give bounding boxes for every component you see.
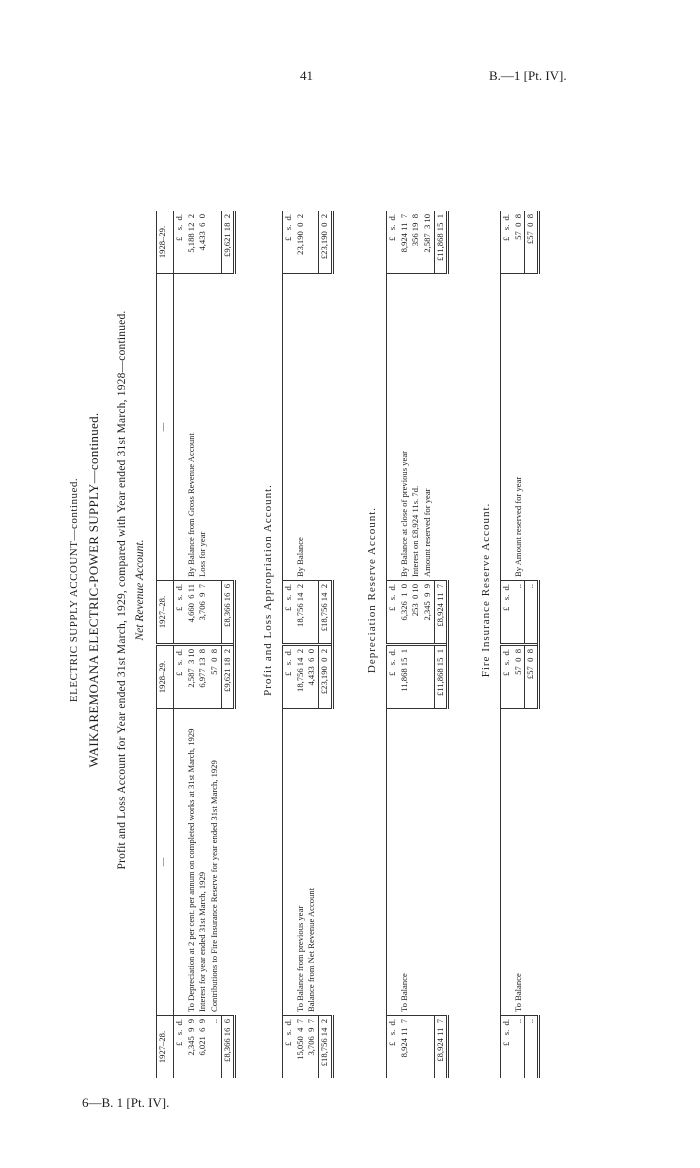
units-label: £ s. d. [387, 211, 399, 274]
line-description: By Balance [295, 274, 307, 581]
units-label: £ s. d. [174, 1019, 184, 1046]
footer-reference: 6—B. 1 [Pt. IV]. [82, 1095, 170, 1110]
line-description: By Amount reserved for year [513, 274, 525, 581]
amount-cell: 4,660 6 11 [186, 581, 198, 645]
line-description: Amount reserved for year [422, 274, 434, 581]
amount-cell: 8,924 11 7 [398, 1019, 409, 1058]
col-header-1929: 1928–29. [157, 645, 174, 709]
profit-loss-table [282, 211, 334, 1078]
heading-profit-loss-title: Profit and Loss Account for Year ended 31st March, 1929, compared with Year ended 31st March, 1928—continued. [116, 310, 128, 870]
amount-cell: 15,050 4 7 [294, 1019, 305, 1060]
col-header-mid: — [157, 709, 174, 1016]
units-label: £ s. d. [501, 645, 513, 709]
total-cell: £9,621 18 2 [221, 645, 235, 709]
amount-cell: .. [208, 1019, 219, 1024]
total-cell: £57 0 8 [525, 211, 539, 274]
amount-cell: 356 19 8 [410, 211, 422, 274]
total-cell: £18,756 14 2 [318, 1016, 332, 1079]
page-number: 41 [300, 68, 313, 83]
units-label: £ s. d. [283, 211, 295, 274]
line-description: Balance from Net Revenue Account [306, 709, 318, 1016]
depreciation-table [386, 211, 449, 1078]
section-title-depreciation: Depreciation Reserve Account. [366, 506, 378, 674]
total-cell: £23,190 0 2 [318, 211, 332, 274]
amount-cell: 2,587 3 10 [186, 645, 198, 709]
amount-cell: 2,587 3 10 [422, 211, 434, 274]
amount-cell: 57 0 8 [513, 645, 525, 709]
amount-cell: 57 0 8 [209, 645, 221, 709]
amount-cell: 2,345 9 9 [422, 581, 434, 645]
amount-cell: 11,868 15 1 [399, 645, 411, 709]
col-header-mid: — [157, 274, 174, 581]
units-label: £ s. d. [174, 581, 186, 645]
units-label: £ s. d. [387, 1016, 399, 1079]
amount-cell: 8,924 11 7 [399, 211, 411, 274]
heading-electric-supply: ELECTRIC SUPPLY ACCOUNT—continued. [68, 477, 80, 703]
amount-cell: 18,756 14 2 [295, 645, 307, 709]
total-cell: £57 0 8 [525, 645, 539, 709]
total-cell: .. [525, 581, 539, 645]
line-description: To Depreciation at 2 per cent. per annum on completed works at 31st March, 1929 [186, 709, 198, 1016]
total-cell: £11,868 15 1 [434, 645, 448, 709]
line-description: Loss for year [197, 274, 209, 581]
units-label: £ s. d. [501, 581, 513, 645]
heading-net-revenue: Net Revenue Account. [134, 539, 146, 641]
units-label: £ s. d. [174, 211, 186, 274]
amount-cell: 6,021 6 9 [197, 1019, 208, 1056]
line-description: Interest for year ended 31st March, 1929 [197, 709, 209, 1016]
units-label: £ s. d. [283, 645, 295, 709]
line-description: By Balance at close of previous year [399, 274, 411, 581]
line-description: Contributions to Fire Insurance Reserve for year ended 31st March, 1929 [209, 709, 221, 1016]
amount-cell: .. [513, 581, 525, 645]
total-cell: £18,756 14 2 [318, 581, 332, 645]
page-reference: B.—1 [Pt. IV]. [489, 68, 567, 83]
fire-insurance-table [500, 211, 540, 1078]
units-label: £ s. d. [283, 1016, 295, 1079]
amount-cell: 6,977 13 8 [197, 645, 209, 709]
units-label: £ s. d. [283, 581, 295, 645]
amount-cell: .. [512, 1019, 523, 1024]
total-cell: £8,924 11 7 [434, 581, 448, 645]
rotated-page-content [40, 90, 580, 1090]
amount-cell: 3,706 9 7 [306, 1019, 317, 1056]
amount-cell: 4,433 6 0 [197, 211, 209, 274]
heading-waikaremoana: WAIKAREMOANA ELECTRIC-POWER SUPPLY—continued. [86, 412, 101, 768]
amount-cell: 5,188 12 2 [186, 211, 198, 274]
amount-cell: 6,326 1 0 [399, 581, 411, 645]
units-label: £ s. d. [387, 581, 399, 645]
line-description: To Balance from previous year [295, 709, 307, 1016]
amount-cell: 57 0 8 [513, 211, 525, 274]
units-label: £ s. d. [501, 1016, 513, 1079]
total-cell: £11,868 15 1 [434, 211, 448, 274]
amount-cell: 2,345 9 9 [185, 1019, 196, 1056]
amount-cell: 23,190 0 2 [295, 211, 307, 274]
line-description: Interest on £8,924 11s. 7d. [410, 274, 422, 581]
total-cell: £8,924 11 7 [434, 1016, 448, 1079]
col-header-1929: 1928–29. [157, 211, 174, 274]
section-title-fire-insurance: Fire Insurance Reserve Account. [480, 502, 492, 678]
net-revenue-table [156, 211, 236, 1078]
line-description: To Balance [513, 709, 525, 1016]
line-description: By Balance from Gross Revenue Account [186, 274, 198, 581]
col-header-1928: 1927–28. [157, 581, 174, 645]
total-cell: £8,366 16 6 [221, 1016, 235, 1079]
line-description: To Balance [399, 709, 411, 1016]
amount-cell: 3,706 9 7 [197, 581, 209, 645]
units-label: £ s. d. [387, 645, 399, 709]
amount-cell: 4,433 6 0 [306, 645, 318, 709]
total-cell: .. [525, 1016, 539, 1079]
section-title-profit-loss: Profit and Loss Appropriation Account. [262, 484, 274, 696]
amount-cell: 18,756 14 2 [295, 581, 307, 645]
units-label: £ s. d. [174, 645, 186, 709]
total-cell: £23,190 0 2 [318, 645, 332, 709]
total-cell: £9,621 18 2 [221, 211, 235, 274]
amount-cell: 253 0 10 [410, 581, 422, 645]
units-label: £ s. d. [501, 211, 513, 274]
total-cell: £8,366 16 6 [221, 581, 235, 645]
col-header-1928: 1927–28. [157, 1016, 174, 1079]
